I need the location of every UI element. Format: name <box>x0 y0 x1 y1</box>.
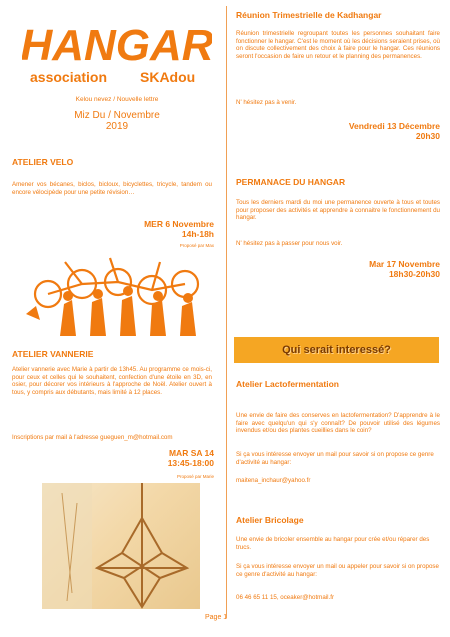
lacto-title: Atelier Lactofermentation <box>236 379 339 389</box>
hangar-logo <box>22 12 212 92</box>
column-divider <box>226 6 227 618</box>
lacto-text2: Si ça vous intéresse envoyer un mail pour savoir si on propose ce genre d'activité au hangar: <box>236 451 434 466</box>
interest-banner <box>234 337 439 363</box>
vannerie-inscription: Inscriptions par mail à l'adresse gueguen_m@hotmail.com <box>12 434 173 441</box>
bricolage-contact: 06 46 65 11 15, oceaker@hotmail.fr <box>236 594 335 601</box>
logo-left-text: association <box>30 69 108 85</box>
issue-date-line2: 2019 <box>105 121 129 132</box>
vannerie-text: Atelier vannerie avec Marie à partir de 13h45. Au programme ce mois-ci, pour ceux et celles qui le souhaitent, confection d'une étoile en 3D, en osier, pour décorer vos intérieurs à l'approche de Noël. Atelier ouvert à tous, y compris aux débutants, mais limité à 12 places. <box>12 366 212 396</box>
lacto-text: Une envie de faire des conserves en lactofermentation? D'apprendre à le faire avec quelqu'un qui s'y connaît? De pouvoir utilisé des légumes invendus et/ou des plantes cueillies dans le coin? <box>236 412 440 435</box>
logo-graphic <box>22 12 212 92</box>
velo-text: Amener vos bécanes, biclos, bicloux, bicyclettes, tricycle, tandem ou encore vélocipède pour une petite révision… <box>12 181 212 196</box>
star-ornament-icon <box>42 483 200 609</box>
permanance-text: Tous les derniers mardi du moi une permanence ouverte à tous et toutes pour proposer des activités et apprendre à connaitre le fonctionnement du hangar. <box>236 199 440 222</box>
tagline: Kelou nevez / Nouvelle lettre <box>75 96 159 103</box>
velo-proposed-by: Proposé par Max <box>179 243 214 248</box>
reunion-date-line1: Vendredi 13 Décembre <box>348 121 440 131</box>
permanance-date-line1: Mar 17 Novembre <box>369 259 440 269</box>
permanance-note: N' hésitez pas à passer pour nous voir. <box>236 240 343 247</box>
bricolage-title: Atelier Bricolage <box>236 515 304 525</box>
logo-right-text: SKAdou <box>140 69 196 85</box>
reunion-title: Réunion Trimestrielle de Kadhangar <box>236 10 382 20</box>
page-number: Page 1 <box>205 614 228 621</box>
velo-date-line2: 14h-18h <box>181 229 214 239</box>
bricolage-text: Une envie de bricoler ensemble au hangar pour crée et/ou réparer des trucs. <box>236 536 430 551</box>
vannerie-date-line1: MAR SA 14 <box>168 448 214 458</box>
interest-banner-text: Qui serait interessé? <box>282 344 391 356</box>
permanance-date <box>236 259 440 279</box>
issue-date <box>22 110 212 132</box>
lacto-contact: maitena_inchaur@yahoo.fr <box>236 477 311 484</box>
permanance-date-line2: 18h30-20h30 <box>388 269 440 279</box>
velo-date-line1: MER 6 Novembre <box>144 219 214 229</box>
reunion-note: N' hésitez pas à venir. <box>236 99 297 106</box>
velo-title: ATELIER VELO <box>12 157 74 167</box>
reunion-text: Réunion trimestrielle regroupant toutes les personnes souhaitant faire fonctionner le hangar. C'est le moment où les décisions seraient prises, où on discute collectivement des choix à faire pour le hangar. Ces réunions seront l'occasion de faire un retour et le planning des permanences. <box>236 30 440 60</box>
bricolage-text2: Si ça vous intéresse envoyer un mail ou appeler pour savoir si on propose ce genre d'activité au hangar: <box>236 563 439 578</box>
permanance-title: PERMANACE DU HANGAR <box>236 177 346 187</box>
bike-people-icon <box>20 254 210 336</box>
vannerie-date-line2: 13:45-18:00 <box>167 458 214 468</box>
reunion-date <box>236 121 440 141</box>
velo-date <box>12 219 214 239</box>
wicker-star-photo <box>42 483 200 609</box>
vannerie-proposed-by: Proposé par Marie <box>176 474 214 479</box>
issue-date-line1: Miz Du / Novembre <box>74 110 160 121</box>
bike-illustration <box>20 254 210 336</box>
logo-main-text: HANGAR <box>22 21 212 70</box>
vannerie-title: ATELIER VANNERIE <box>12 349 94 359</box>
vannerie-date <box>12 448 214 468</box>
reunion-date-line2: 20h30 <box>415 131 440 141</box>
